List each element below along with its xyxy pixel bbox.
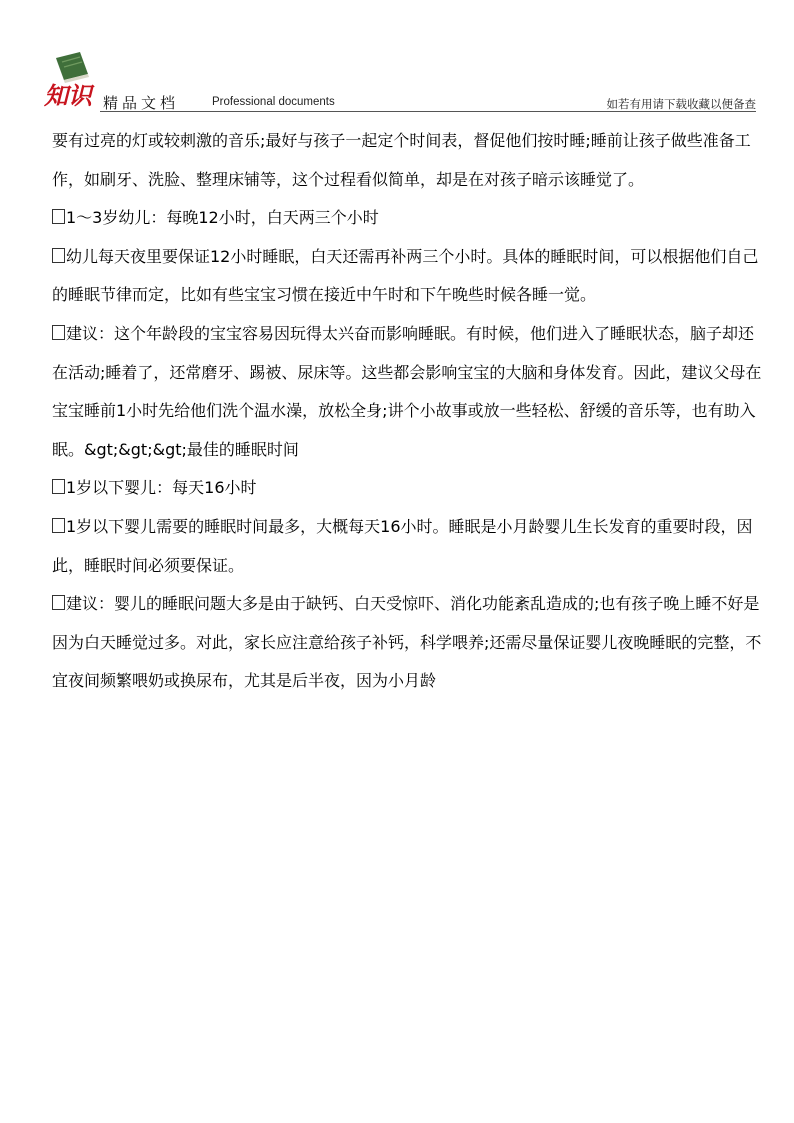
- paragraph-text: 幼儿每天夜里要保证12小时睡眠，白天还需再补两三个小时。具体的睡眠时间，可以根据他们自己的睡眠节律而定，比如有些宝宝习惯在接近中午时和下午晚些时候各睡一觉。: [52, 246, 759, 305]
- paragraph: [52, 508, 764, 585]
- checkbox-glyph-icon: [52, 518, 65, 533]
- paragraph-text: 建议：婴儿的睡眠问题大多是由于缺钙、白天受惊吓、消化功能紊乱造成的;也有孩子晚上睡不好是因为白天睡觉过多。对此，家长应注意给孩子补钙，科学喂养;还需尽量保证婴儿夜晚睡眠的完整，不宜夜间频繁喂奶或换尿布，尤其是后半夜，因为小月龄: [52, 594, 762, 691]
- paragraph: [52, 585, 764, 701]
- checkbox-glyph-icon: [52, 209, 65, 224]
- paragraph: [52, 122, 764, 199]
- paragraph-text: 1～3岁幼儿：每晚12小时，白天两三个小时: [66, 208, 379, 228]
- paragraph: [52, 315, 764, 469]
- logo-text: 知识: [44, 81, 92, 110]
- page-header: [0, 0, 794, 112]
- paragraph: [52, 469, 764, 508]
- header-divider: [100, 111, 756, 112]
- paragraph-text: 1岁以下婴儿：每天16小时: [66, 478, 257, 498]
- checkbox-glyph-icon: [52, 479, 65, 494]
- paragraph: [52, 199, 764, 238]
- paragraph-text: 1岁以下婴儿需要的睡眠时间最多，大概每天16小时。睡眠是小月龄婴儿生长发育的重要时段，因此，睡眠时间必须要保证。: [52, 516, 753, 575]
- paragraph-text: 要有过亮的灯或较刺激的音乐;最好与孩子一起定个时间表，督促他们按时睡;睡前让孩子做些准备工作，如刷牙、洗脸、整理床铺等，这个过程看似简单，却是在对孩子暗示该睡觉了。: [52, 131, 751, 189]
- book-logo-icon: [42, 48, 102, 110]
- header-title: 精品文档: [103, 94, 180, 112]
- checkbox-glyph-icon: [52, 248, 65, 263]
- document-body: [52, 122, 764, 701]
- checkbox-glyph-icon: [52, 325, 65, 340]
- header-subtitle: Professional documents: [212, 96, 335, 108]
- paragraph-text: 建议：这个年龄段的宝宝容易因玩得太兴奋而影响睡眠。有时候，他们进入了睡眠状态，脑子却还在活动;睡着了，还常磨牙、踢被、尿床等。这些都会影响宝宝的大脑和身体发育。因此，建议父母在宝宝睡前1小时先给他们洗个温水澡，放松全身;讲个小故事或放一些轻松、舒缓的音乐等，也有助入眠。&gt;&gt;&gt;最佳的睡眠时间: [52, 323, 762, 459]
- paragraph: [52, 238, 764, 315]
- header-note: 如若有用请下载收藏以便备查: [606, 97, 756, 111]
- checkbox-glyph-icon: [52, 595, 65, 610]
